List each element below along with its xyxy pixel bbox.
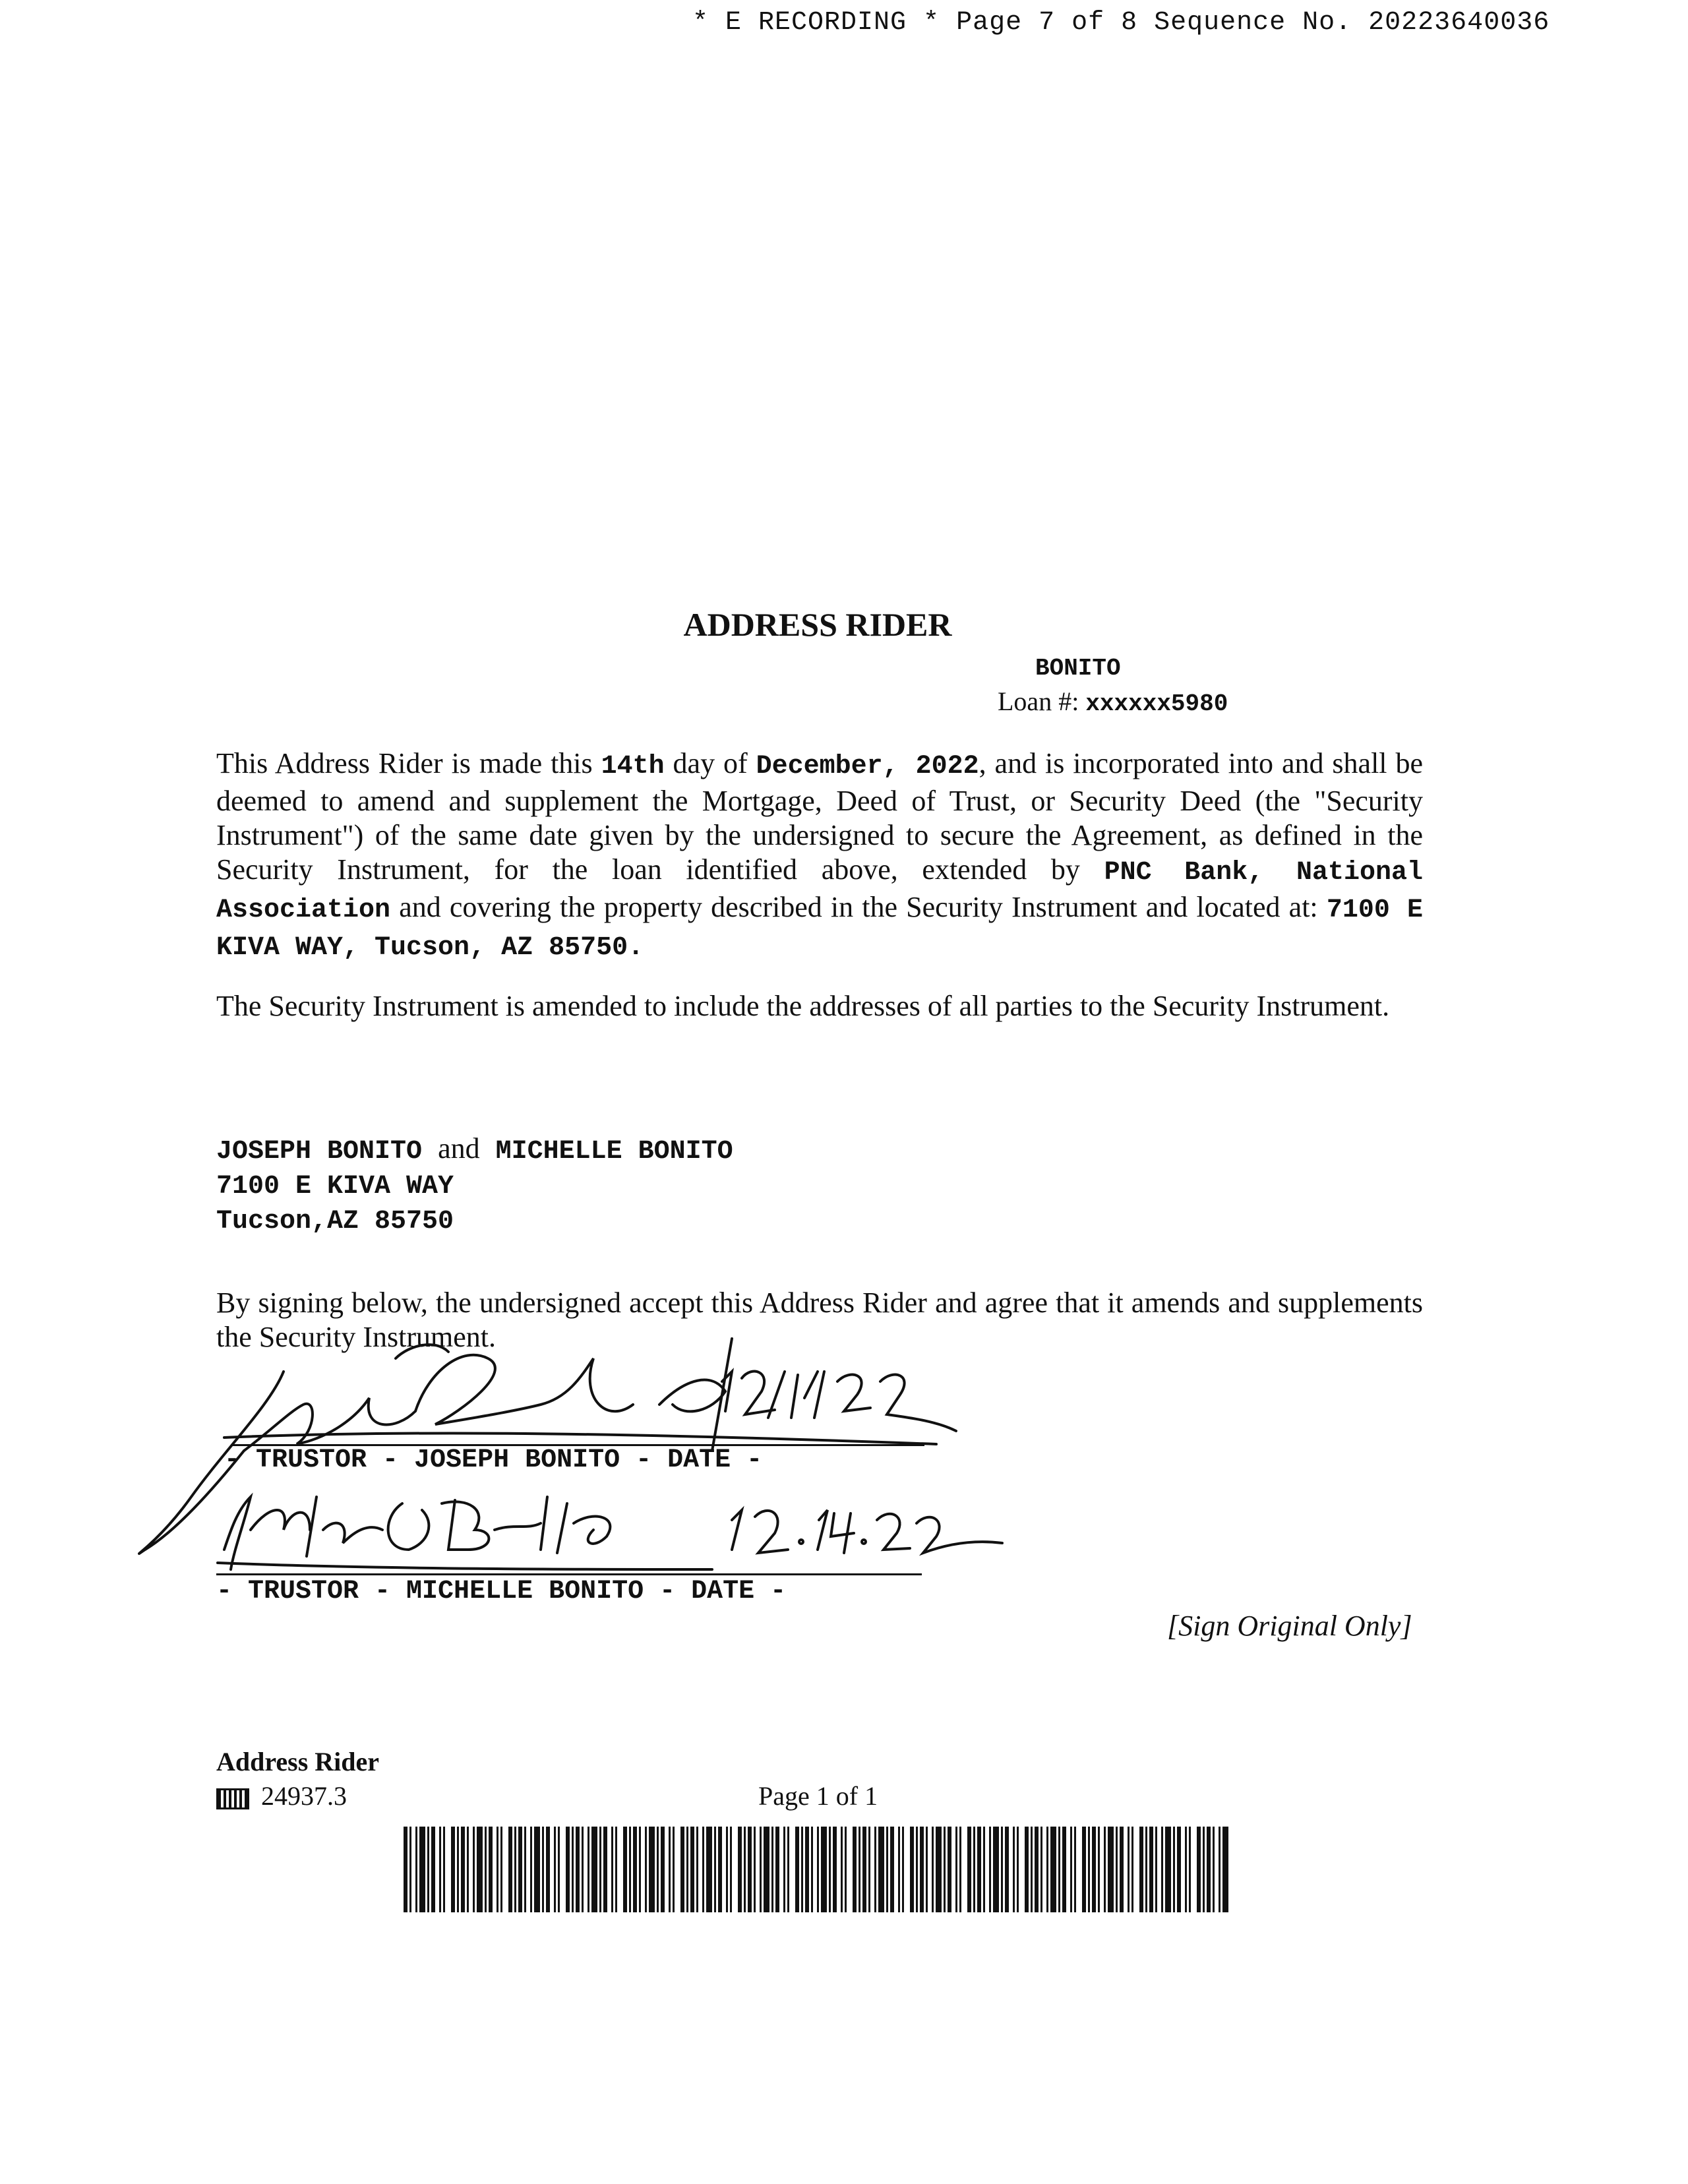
barcode-bar bbox=[1185, 1827, 1187, 1912]
barcode-bar bbox=[451, 1827, 455, 1912]
barcode-bar bbox=[443, 1827, 445, 1912]
barcode-bar bbox=[783, 1827, 785, 1912]
barcode-bar bbox=[726, 1827, 728, 1912]
barcode-bar bbox=[404, 1827, 407, 1912]
barcode-bar bbox=[591, 1827, 597, 1912]
barcode-bar bbox=[764, 1827, 769, 1912]
intro-text-1: This Address Rider is made this bbox=[216, 747, 601, 779]
barcode-bar bbox=[775, 1827, 779, 1912]
barcode-bar bbox=[1070, 1827, 1072, 1912]
barcode-bar bbox=[944, 1827, 946, 1912]
barcode-bar bbox=[853, 1827, 857, 1912]
barcode-bar bbox=[993, 1827, 999, 1912]
rider-day: 14th bbox=[601, 752, 665, 781]
barcode-bar bbox=[1197, 1827, 1201, 1912]
form-mark-icon bbox=[216, 1788, 249, 1809]
barcode-bar bbox=[1131, 1827, 1133, 1912]
barcode-bar bbox=[1082, 1827, 1086, 1912]
barcode-bar bbox=[1025, 1827, 1029, 1912]
barcode-bar bbox=[989, 1827, 991, 1912]
party-address-block bbox=[216, 1131, 733, 1239]
barcode-bar bbox=[546, 1827, 550, 1912]
barcode-bar bbox=[932, 1827, 934, 1912]
barcode-bar bbox=[1222, 1827, 1228, 1912]
loan-number-line bbox=[998, 686, 1228, 717]
barcode-bar bbox=[645, 1827, 647, 1912]
loan-label: Loan #: bbox=[998, 686, 1079, 716]
rider-intro-paragraph bbox=[216, 746, 1423, 965]
recording-header: * E RECORDING * Page 7 of 8 Sequence No. 20223640036 bbox=[692, 8, 1550, 38]
barcode-bar bbox=[862, 1827, 866, 1912]
barcode-bar bbox=[902, 1827, 904, 1912]
intro-text-4: and covering the property described in the Security Instrument and located at: bbox=[390, 891, 1327, 923]
barcode-bar bbox=[1058, 1827, 1060, 1912]
barcode-bar bbox=[973, 1827, 975, 1912]
barcode-bar bbox=[1001, 1827, 1003, 1912]
barcode-bar bbox=[534, 1827, 540, 1912]
barcode-bar bbox=[874, 1827, 876, 1912]
barcode-bar bbox=[690, 1827, 694, 1912]
barcode-bar bbox=[754, 1827, 756, 1912]
barcode-bar bbox=[582, 1827, 584, 1912]
party-names bbox=[216, 1131, 733, 1169]
barcode-bar bbox=[845, 1827, 847, 1912]
barcode-bar bbox=[1120, 1827, 1124, 1912]
barcode-bar bbox=[890, 1827, 894, 1912]
barcode-bar bbox=[542, 1827, 544, 1912]
party-conjunction: and bbox=[438, 1132, 480, 1165]
barcode-bar bbox=[599, 1827, 601, 1912]
barcode-bar bbox=[696, 1827, 698, 1912]
barcode-bar bbox=[920, 1827, 924, 1912]
barcode-bar bbox=[603, 1827, 607, 1912]
barcode-bar bbox=[955, 1827, 957, 1912]
barcode-bar bbox=[530, 1827, 532, 1912]
barcode-bar bbox=[916, 1827, 918, 1912]
amendment-paragraph: The Security Instrument is amended to include the addresses of all parties to the Security Instrument. bbox=[216, 990, 1390, 1022]
barcode-bar bbox=[508, 1827, 512, 1912]
barcode-bar bbox=[1116, 1827, 1118, 1912]
barcode-bar bbox=[910, 1827, 914, 1912]
barcode-bar bbox=[795, 1827, 799, 1912]
barcode-bar bbox=[738, 1827, 742, 1912]
barcode-bar bbox=[649, 1827, 655, 1912]
intro-text-3: , and is incorporated into and shall be deemed to amend and supplement the Mortgage, Deed of Trust, or Security Deed (the "Security Instrument") of the same date given by the undersigned to secure the Agreement, as defined in the Security Instrument, for the loan identified above, extended by bbox=[216, 747, 1423, 886]
barcode-bar bbox=[1050, 1827, 1056, 1912]
barcode-bar bbox=[1177, 1827, 1181, 1912]
barcode-bar bbox=[477, 1827, 483, 1912]
barcode-bar bbox=[467, 1827, 469, 1912]
acceptance-paragraph: By signing below, the undersigned accept this Address Rider and agree that it amends and supplements the Security Instrument. bbox=[216, 1287, 1423, 1353]
barcode-bar bbox=[611, 1827, 613, 1912]
barcode-bar bbox=[558, 1827, 560, 1912]
signature-michelle-bonito bbox=[218, 1497, 712, 1569]
barcode-bar bbox=[1161, 1827, 1163, 1912]
barcode-bar bbox=[686, 1827, 688, 1912]
barcode-bar bbox=[1005, 1827, 1009, 1912]
barcode-bar bbox=[588, 1827, 589, 1912]
barcode-bar bbox=[1108, 1827, 1114, 1912]
barcode-bar bbox=[623, 1827, 627, 1912]
party-name-1: JOSEPH BONITO bbox=[216, 1137, 423, 1167]
barcode-bar bbox=[821, 1827, 827, 1912]
intro-text-2: day of bbox=[664, 747, 756, 779]
barcode-bar bbox=[959, 1827, 961, 1912]
barcode-bar bbox=[805, 1827, 809, 1912]
party-city: Tucson, bbox=[216, 1207, 328, 1236]
barcode-bar bbox=[1104, 1827, 1106, 1912]
barcode-bar bbox=[714, 1827, 716, 1912]
barcode-bar bbox=[572, 1827, 574, 1912]
barcode-bar bbox=[983, 1827, 985, 1912]
barcode-bar bbox=[1139, 1827, 1143, 1912]
lender-name: PNC Bank, National Association bbox=[216, 858, 1423, 925]
barcode-bar bbox=[427, 1827, 429, 1912]
barcode-bar bbox=[898, 1827, 900, 1912]
footer-form-name: Address Rider bbox=[216, 1747, 380, 1776]
barcode-bar bbox=[1035, 1827, 1039, 1912]
barcode-bar bbox=[566, 1827, 570, 1912]
barcode-bar bbox=[1203, 1827, 1205, 1912]
barcode-bar bbox=[1173, 1827, 1175, 1912]
barcode-bar bbox=[457, 1827, 459, 1912]
barcode-bar bbox=[633, 1827, 637, 1912]
barcode-bar bbox=[859, 1827, 860, 1912]
barcode-bar bbox=[1219, 1827, 1221, 1912]
barcode-bar bbox=[629, 1827, 631, 1912]
barcode-bar bbox=[1189, 1827, 1191, 1912]
barcode-bar bbox=[673, 1827, 675, 1912]
barcode-bar bbox=[615, 1827, 617, 1912]
barcode-bar bbox=[1128, 1827, 1130, 1912]
barcode-bar bbox=[554, 1827, 556, 1912]
barcode-bar bbox=[702, 1827, 704, 1912]
barcode-bar bbox=[706, 1827, 712, 1912]
sign-original-note: [Sign Original Only] bbox=[1167, 1610, 1412, 1642]
document-title: ADDRESS RIDER bbox=[683, 606, 952, 643]
barcode-bar bbox=[576, 1827, 580, 1912]
barcode-bar bbox=[518, 1827, 522, 1912]
trustor-joseph-signature-label: - TRUSTOR - JOSEPH BONITO - DATE - bbox=[224, 1445, 763, 1475]
barcode-bar bbox=[669, 1827, 671, 1912]
barcode-bar bbox=[760, 1827, 762, 1912]
barcode-bar bbox=[1074, 1827, 1076, 1912]
property-address: 7100 E KIVA WAY, Tucson, AZ 85750. bbox=[216, 895, 1423, 963]
barcode-bar bbox=[419, 1827, 425, 1912]
barcode-bar bbox=[868, 1827, 870, 1912]
barcode-bar bbox=[936, 1827, 942, 1912]
barcode-bar bbox=[680, 1827, 684, 1912]
barcode-bar bbox=[811, 1827, 813, 1912]
party-street: 7100 E KIVA WAY bbox=[216, 1172, 454, 1201]
barcode-bar bbox=[1165, 1827, 1171, 1912]
barcode-bar bbox=[1013, 1827, 1015, 1912]
barcode-bar bbox=[886, 1827, 888, 1912]
barcode-bar bbox=[1088, 1827, 1090, 1912]
barcode-bar bbox=[730, 1827, 732, 1912]
signature-date-2 bbox=[732, 1510, 1002, 1553]
party-city-state bbox=[216, 1204, 733, 1239]
footer-form-code bbox=[216, 1780, 347, 1811]
barcode-bar bbox=[841, 1827, 843, 1912]
barcode-bar bbox=[1213, 1827, 1215, 1912]
footer-page-count: Page 1 of 1 bbox=[758, 1781, 878, 1811]
borrower-short-name: BONITO bbox=[1035, 655, 1121, 682]
barcode-bar bbox=[1098, 1827, 1100, 1912]
rider-month-year: December, 2022 bbox=[756, 752, 979, 781]
barcode-bar bbox=[718, 1827, 722, 1912]
barcode-bar bbox=[431, 1827, 435, 1912]
barcode-bar bbox=[415, 1827, 417, 1912]
form-code-text: 24937.3 bbox=[261, 1781, 347, 1811]
barcode-bar bbox=[1145, 1827, 1147, 1912]
barcode-bar bbox=[878, 1827, 884, 1912]
barcode-bar bbox=[787, 1827, 789, 1912]
party-name-2: MICHELLE BONITO bbox=[495, 1137, 733, 1167]
barcode-bar bbox=[967, 1827, 971, 1912]
trustor-michelle-signature-label: - TRUSTOR - MICHELLE BONITO - DATE - bbox=[216, 1577, 787, 1606]
barcode-bar bbox=[439, 1827, 441, 1912]
barcode-bar bbox=[473, 1827, 475, 1912]
barcode-bar bbox=[524, 1827, 526, 1912]
barcode-bar bbox=[1017, 1827, 1019, 1912]
barcode-bar bbox=[744, 1827, 746, 1912]
barcode-bar bbox=[409, 1827, 411, 1912]
barcode-icon bbox=[404, 1827, 1231, 1912]
barcode-bar bbox=[639, 1827, 641, 1912]
barcode-bar bbox=[977, 1827, 981, 1912]
barcode-bar bbox=[948, 1827, 951, 1912]
barcode-bar bbox=[461, 1827, 465, 1912]
barcode-bar bbox=[1155, 1827, 1157, 1912]
barcode-bar bbox=[1207, 1827, 1211, 1912]
barcode-bar bbox=[833, 1827, 837, 1912]
party-state-zip: AZ 85750 bbox=[327, 1207, 454, 1236]
signature-rule-2 bbox=[216, 1573, 922, 1575]
barcode-bar bbox=[500, 1827, 502, 1912]
barcode-bar bbox=[829, 1827, 831, 1912]
barcode-bar bbox=[1046, 1827, 1048, 1912]
barcode-bar bbox=[817, 1827, 819, 1912]
signature-date-1 bbox=[722, 1372, 956, 1431]
barcode-bar bbox=[497, 1827, 498, 1912]
barcode-bar bbox=[1040, 1827, 1042, 1912]
barcode-bar bbox=[801, 1827, 803, 1912]
barcode-bar bbox=[1149, 1827, 1153, 1912]
barcode-bar bbox=[1031, 1827, 1033, 1912]
loan-number: xxxxxx5980 bbox=[1085, 690, 1228, 717]
barcode-bar bbox=[1062, 1827, 1066, 1912]
barcode-bar bbox=[657, 1827, 659, 1912]
barcode-bar bbox=[748, 1827, 752, 1912]
barcode-bar bbox=[1092, 1827, 1096, 1912]
barcode-bar bbox=[489, 1827, 493, 1912]
barcode-bar bbox=[661, 1827, 665, 1912]
barcode-bar bbox=[485, 1827, 487, 1912]
barcode-bar bbox=[771, 1827, 773, 1912]
barcode-bar bbox=[926, 1827, 928, 1912]
barcode-bar bbox=[514, 1827, 516, 1912]
